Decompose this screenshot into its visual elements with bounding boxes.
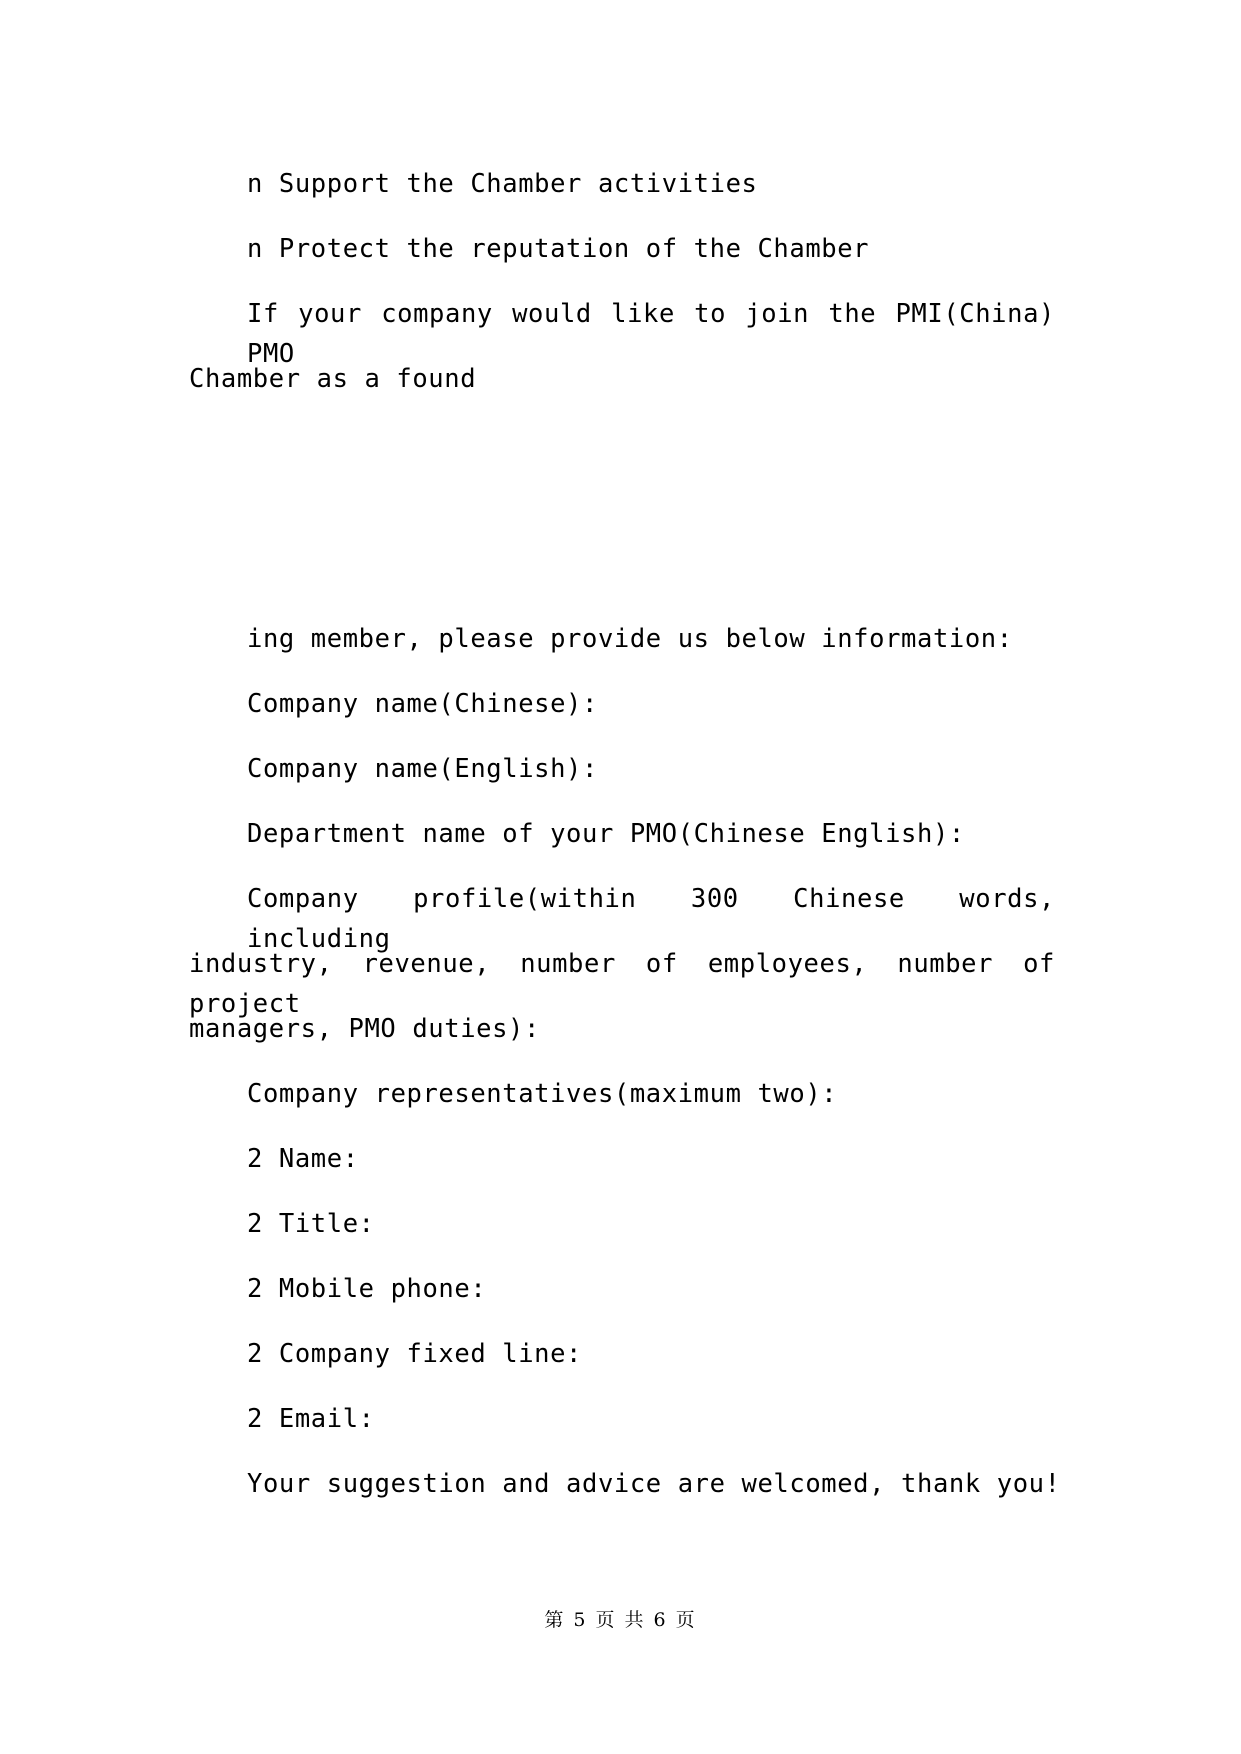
rep-name-label: 2 Name: bbox=[247, 1144, 359, 1174]
representatives-label: Company representatives(maximum two): bbox=[247, 1079, 838, 1109]
company-profile-line-3: managers, PMO duties): bbox=[189, 1014, 540, 1044]
rep-title-label: 2 Title: bbox=[247, 1209, 375, 1239]
pmo-department-label: Department name of your PMO(Chinese English): bbox=[247, 819, 965, 849]
join-intro-continuation: ing member, please provide us below information: bbox=[247, 624, 1013, 654]
bullet-support-activities: n Support the Chamber activities bbox=[247, 169, 758, 199]
join-intro-line-2: Chamber as a found bbox=[189, 364, 477, 394]
page-footer: 第 5 页 共 6 页 bbox=[544, 1609, 697, 1631]
rep-fixed-line-label: 2 Company fixed line: bbox=[247, 1339, 582, 1369]
bullet-protect-reputation: n Protect the reputation of the Chamber bbox=[247, 234, 870, 264]
company-profile-line-2: industry, revenue, number of employees, number of project bbox=[189, 949, 1055, 1019]
company-profile-line-1: Company profile(within 300 Chinese words, including bbox=[247, 884, 1055, 954]
rep-email-label: 2 Email: bbox=[247, 1404, 375, 1434]
company-name-english-label: Company name(English): bbox=[247, 754, 598, 784]
company-name-chinese-label: Company name(Chinese): bbox=[247, 689, 598, 719]
rep-mobile-label: 2 Mobile phone: bbox=[247, 1274, 487, 1304]
closing-thanks: Your suggestion and advice are welcomed, thank you! bbox=[247, 1469, 1061, 1499]
join-intro-line-1: If your company would like to join the PMI(China) PMO bbox=[247, 299, 1055, 369]
